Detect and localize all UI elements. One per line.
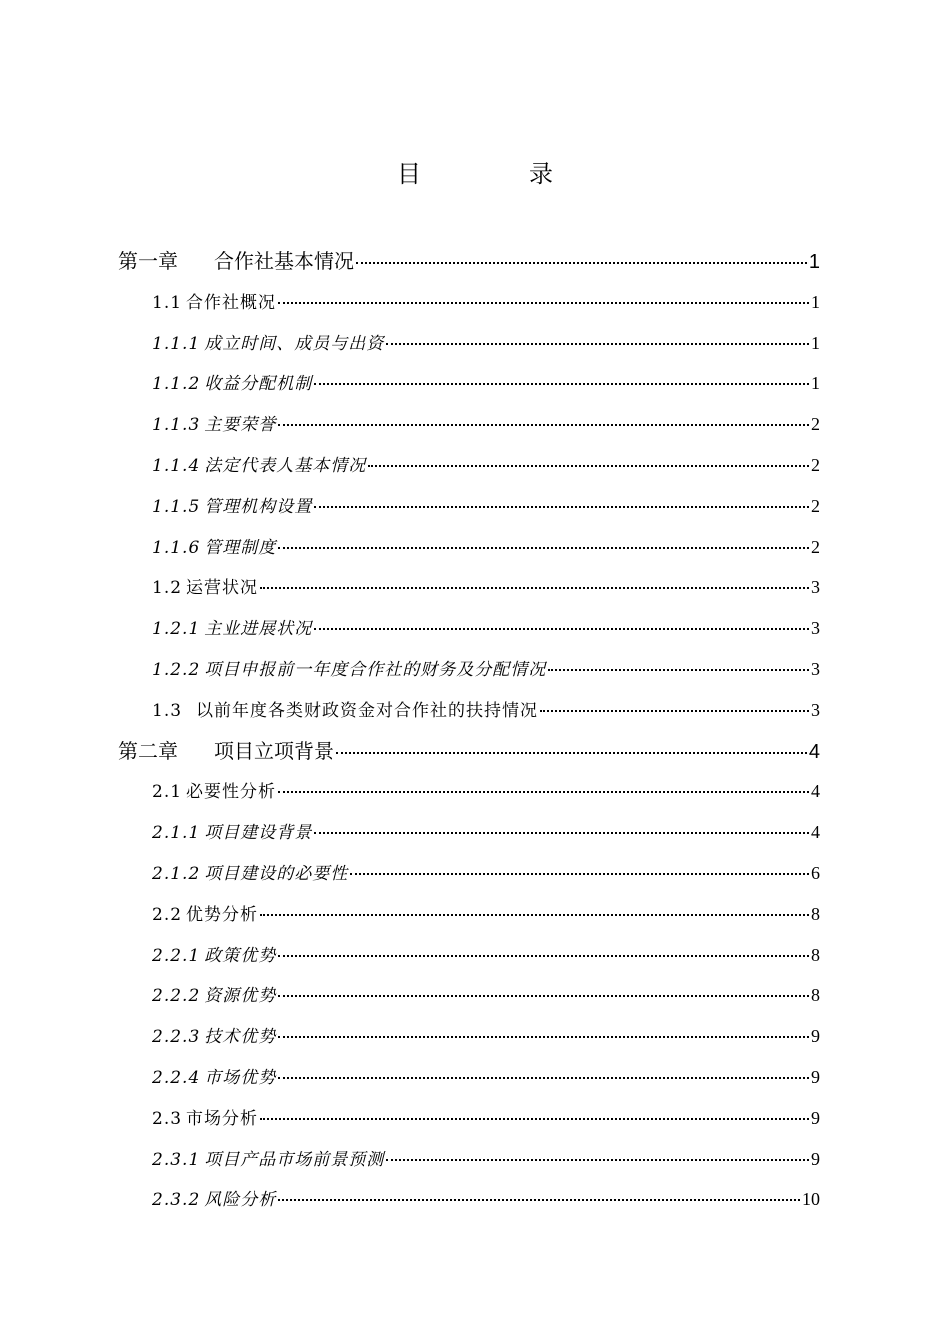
toc-entry-title: 合作社概况 [186, 292, 277, 313]
toc-entry-title: 管理机构设置 [204, 496, 313, 517]
toc-dot-leader [260, 913, 809, 916]
toc-dot-leader [386, 342, 809, 345]
toc-dot-leader [278, 1076, 809, 1079]
toc-dot-leader [314, 627, 809, 630]
toc-entry-number: 2.2.1 [152, 945, 201, 966]
toc-entry-title: 成立时间、成员与出资 [204, 333, 385, 354]
toc-entry-number: 2.1.1 [152, 823, 201, 844]
toc-entry-title: 必要性分析 [186, 782, 277, 803]
toc-dot-leader [336, 751, 807, 754]
toc-dot-leader [278, 1035, 809, 1038]
toc-dot-leader [548, 668, 809, 671]
toc-entry-title: 风险分析 [204, 1190, 277, 1211]
toc-dot-leader [368, 464, 809, 467]
toc-entry-title: 市场分析 [186, 1108, 259, 1129]
toc-section-entry[interactable] [118, 404, 820, 445]
toc-section-entry[interactable] [118, 363, 820, 404]
toc-section-entry[interactable] [118, 935, 820, 976]
toc-dot-leader [356, 261, 807, 264]
toc-page-number: 10 [802, 1189, 820, 1210]
toc-dot-leader [386, 1158, 809, 1161]
toc-entry-number: 1.1.2 [152, 374, 201, 395]
toc-entry-number: 2.2.2 [152, 986, 201, 1007]
page-title: 目 录 [397, 160, 595, 188]
toc-section-entry[interactable] [118, 1016, 820, 1057]
toc-section-entry[interactable] [118, 282, 820, 323]
toc-entry-title: 以前年度各类财政资金对合作社的扶持情况 [196, 700, 539, 721]
toc-entry-number: 2.3.1 [152, 1149, 201, 1170]
toc-chapter-entry[interactable] [118, 731, 820, 772]
toc-entry-number: 2.3.2 [152, 1190, 201, 1211]
toc-entry-title: 项目申报前一年度合作社的财务及分配情况 [204, 659, 547, 680]
table-of-contents [118, 241, 820, 1220]
toc-section-entry[interactable] [118, 812, 820, 853]
toc-entry-number: 第二章 [118, 738, 178, 763]
toc-section-entry[interactable] [118, 1139, 820, 1180]
toc-page-number: 2 [811, 536, 820, 557]
toc-page-number: 3 [811, 618, 820, 639]
toc-entry-title: 市场优势 [204, 1067, 277, 1088]
toc-entry-number: 1.3 [152, 700, 183, 721]
toc-dot-leader [278, 994, 809, 997]
toc-page-number: 2 [811, 495, 820, 516]
toc-entry-number: 2.3 [152, 1108, 183, 1129]
toc-page-number: 3 [811, 699, 820, 720]
toc-section-entry[interactable] [118, 649, 820, 690]
toc-entry-number: 2.2 [152, 904, 183, 925]
toc-entry-number: 1.2.2 [152, 659, 201, 680]
toc-page-number: 9 [811, 1026, 820, 1047]
toc-section-entry[interactable] [118, 1098, 820, 1139]
toc-page-number: 4 [811, 822, 820, 843]
toc-entry-title: 技术优势 [204, 1027, 277, 1048]
toc-section-entry[interactable] [118, 1179, 820, 1220]
toc-dot-leader [350, 872, 809, 875]
toc-dot-leader [278, 546, 809, 549]
toc-page-number: 6 [811, 862, 820, 883]
toc-entry-number: 1.1.6 [152, 537, 201, 558]
toc-dot-leader [278, 1198, 800, 1201]
toc-page-number: 8 [811, 903, 820, 924]
toc-entry-title: 法定代表人基本情况 [204, 455, 367, 476]
toc-entry-number: 1.1.1 [152, 333, 201, 354]
toc-page-number: 1 [811, 332, 820, 353]
toc-entry-number: 2.2.3 [152, 1027, 201, 1048]
toc-section-entry[interactable] [118, 527, 820, 568]
toc-dot-leader [314, 382, 809, 385]
toc-entry-number: 2.2.4 [152, 1067, 201, 1088]
toc-page-number: 1 [811, 291, 820, 312]
toc-section-entry[interactable] [118, 445, 820, 486]
toc-section-entry[interactable] [118, 853, 820, 894]
toc-entry-number: 1.1 [152, 292, 183, 313]
toc-entry-title: 主要荣誉 [204, 415, 277, 436]
toc-entry-title: 项目立项背景 [214, 738, 334, 763]
toc-dot-leader [278, 790, 809, 793]
toc-page-number: 2 [811, 414, 820, 435]
toc-section-entry[interactable] [118, 1057, 820, 1098]
toc-entry-title: 主业进展状况 [204, 619, 313, 640]
toc-page-number: 8 [811, 944, 820, 965]
toc-entry-title: 管理制度 [204, 537, 277, 558]
toc-page-number: 4 [808, 740, 820, 763]
toc-entry-title: 优势分析 [186, 904, 259, 925]
toc-page-number: 3 [811, 658, 820, 679]
toc-entry-number: 1.1.4 [152, 455, 201, 476]
toc-entry-number: 2.1 [152, 782, 183, 803]
toc-page-number: 9 [811, 1148, 820, 1169]
toc-page-number: 2 [811, 454, 820, 475]
toc-page-number: 4 [811, 781, 820, 802]
toc-dot-leader [278, 423, 809, 426]
toc-entry-title: 合作社基本情况 [214, 249, 354, 273]
toc-section-entry[interactable] [118, 323, 820, 364]
toc-dot-leader [314, 831, 809, 834]
toc-entry-title: 运营状况 [186, 578, 259, 599]
toc-dot-leader [314, 505, 809, 508]
toc-dot-leader [540, 709, 809, 712]
toc-entry-number: 1.1.3 [152, 415, 201, 436]
toc-page-number: 9 [811, 1066, 820, 1087]
toc-entry-number: 1.2 [152, 578, 183, 599]
toc-dot-leader [278, 954, 809, 957]
toc-section-entry[interactable] [118, 486, 820, 527]
toc-section-entry[interactable] [118, 894, 820, 935]
toc-dot-leader [260, 1117, 809, 1120]
toc-page-number: 9 [811, 1107, 820, 1128]
toc-section-entry[interactable] [118, 567, 820, 608]
toc-entry-title: 项目建设的必要性 [204, 863, 349, 884]
toc-entry-number: 1.2.1 [152, 619, 201, 640]
toc-entry-title: 项目建设背景 [204, 823, 313, 844]
toc-entry-number: 第一章 [118, 249, 178, 273]
toc-entry-title: 政策优势 [204, 945, 277, 966]
toc-section-entry[interactable] [118, 608, 820, 649]
toc-dot-leader [260, 586, 809, 589]
toc-page-number: 3 [811, 577, 820, 598]
toc-page-number: 1 [811, 373, 820, 394]
toc-section-entry[interactable] [118, 690, 820, 731]
toc-entry-number: 1.1.5 [152, 496, 201, 517]
toc-section-entry[interactable] [118, 771, 820, 812]
toc-entry-title: 资源优势 [204, 986, 277, 1007]
toc-section-entry[interactable] [118, 975, 820, 1016]
toc-entry-title: 收益分配机制 [204, 374, 313, 395]
toc-page-number: 1 [808, 251, 820, 273]
toc-entry-title: 项目产品市场前景预测 [204, 1149, 385, 1170]
toc-page-number: 8 [811, 985, 820, 1006]
toc-chapter-entry[interactable] [118, 241, 820, 282]
toc-dot-leader [278, 301, 809, 304]
toc-entry-number: 2.1.2 [152, 863, 201, 884]
